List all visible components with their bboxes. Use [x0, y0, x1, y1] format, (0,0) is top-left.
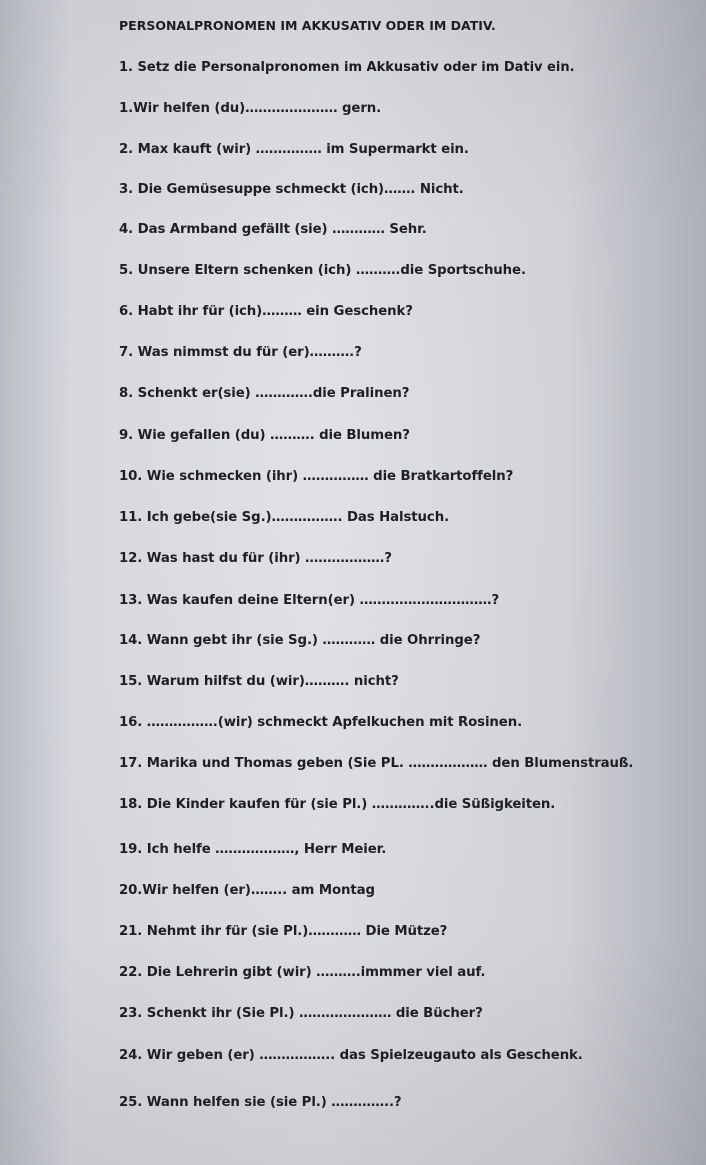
exercise-item-13: 13. Was kaufen deine Eltern(er) …………………………? — [119, 593, 500, 608]
exercise-item-4: 4. Das Armband gefällt (sie) ………… Sehr. — [119, 222, 427, 237]
exercise-item-25: 25. Wann helfen sie (sie Pl.) …………..? — [119, 1095, 402, 1110]
exercise-item-19: 19. Ich helfe ………………, Herr Meier. — [119, 842, 387, 857]
exercise-item-5: 5. Unsere Eltern schenken (ich) ……….die Sportschuhe. — [119, 263, 526, 278]
exercise-item-16: 16. …………….(wir) schmeckt Apfelkuchen mit Rosinen. — [119, 715, 523, 730]
exercise-item-6: 6. Habt ihr für (ich)……… ein Geschenk? — [119, 304, 413, 319]
exercise-item-2: 2. Max kauft (wir) …………… im Supermarkt ein. — [119, 142, 469, 157]
exercise-item-21: 21. Nehmt ihr für (sie Pl.)………… Die Mütze? — [119, 924, 448, 939]
exercise-item-8: 8. Schenkt er(sie) ………….die Pralinen? — [119, 386, 410, 401]
exercise-item-24: 24. Wir geben (er) …………….. das Spielzeugauto als Geschenk. — [119, 1048, 583, 1063]
exercise-item-18: 18. Die Kinder kaufen für (sie Pl.) …………..die Süßigkeiten. — [119, 797, 556, 812]
exercise-item-11: 11. Ich gebe(sie Sg.)……………. Das Halstuch. — [119, 510, 450, 525]
exercise-item-20: 20.Wir helfen (er)…….. am Montag — [119, 883, 375, 898]
exercise-item-7: 7. Was nimmst du für (er)……….? — [119, 345, 362, 360]
exercise-item-9: 9. Wie gefallen (du) ………. die Blumen? — [119, 428, 410, 443]
worksheet-title: PERSONALPRONOMEN IM AKKUSATIV ODER IM DATIV. — [119, 18, 496, 33]
exercise-instruction: 1. Setz die Personalpronomen im Akkusativ oder im Dativ ein. — [119, 60, 575, 75]
exercise-item-22: 22. Die Lehrerin gibt (wir) ……….immmer viel auf. — [119, 965, 486, 980]
exercise-item-1: 1.Wir helfen (du)………………… gern. — [119, 101, 382, 116]
exercise-item-15: 15. Warum hilfst du (wir)………. nicht? — [119, 674, 399, 689]
exercise-item-10: 10. Wie schmecken (ihr) …………… die Bratkartoffeln? — [119, 469, 514, 484]
exercise-item-14: 14. Wann gebt ihr (sie Sg.) ………… die Ohrringe? — [119, 633, 481, 648]
exercise-item-23: 23. Schenkt ihr (Sie Pl.) ………………… die Bücher? — [119, 1006, 483, 1021]
exercise-item-17: 17. Marika und Thomas geben (Sie PL. ……………… den Blumenstrauß. — [119, 756, 634, 771]
exercise-item-3: 3. Die Gemüsesuppe schmeckt (ich)……. Nicht. — [119, 182, 464, 197]
exercise-item-12: 12. Was hast du für (ihr) ………………? — [119, 551, 392, 566]
